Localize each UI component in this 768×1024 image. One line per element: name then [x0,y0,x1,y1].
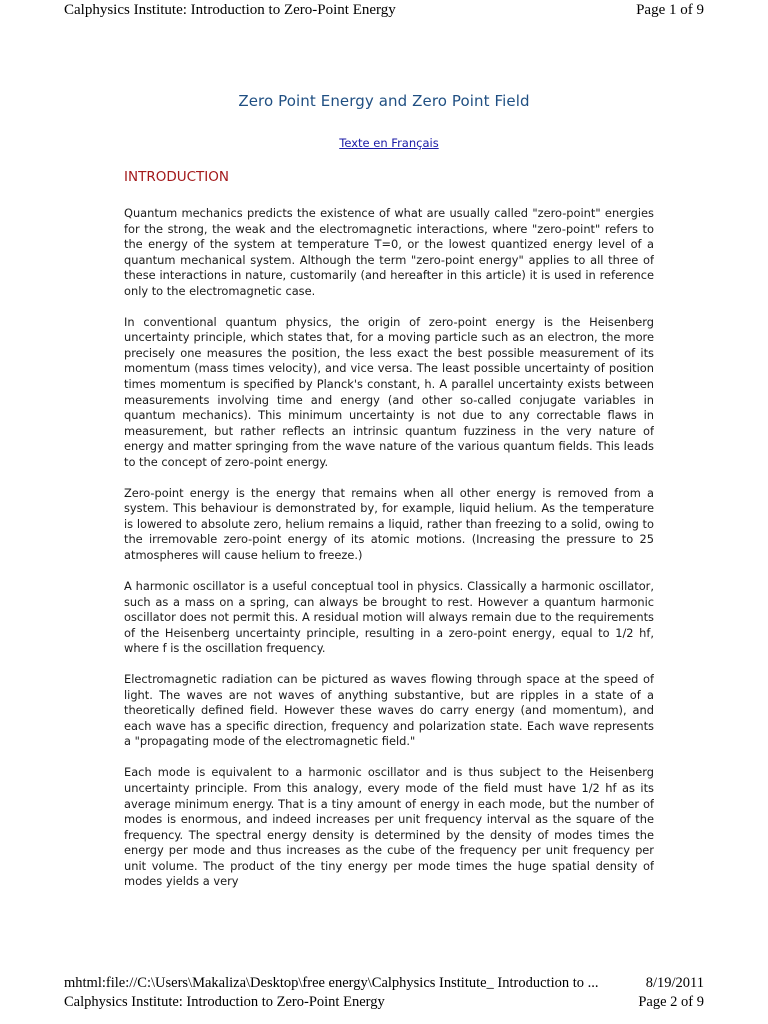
paragraph: A harmonic oscillator is a useful conceptual tool in physics. Classically a harmonic oscillator, such as a mass on a spring, can always be brought to rest. However a quantum harmonic oscillator does not permit this. A residual motion will always remain due to the requirements of the Heisenberg uncertainty principle, resulting in a zero-point energy, equal to 1/2 hf, where f is the oscillation frequency. [124,578,654,656]
footer-date: 8/19/2011 [645,975,704,991]
paragraph: Each mode is equivalent to a harmonic oscillator and is thus subject to the Heisenberg uncertainty principle. From this analogy, every mode of the field must have 1/2 hf as its average minimum energy. That is a tiny amount of energy in each mode, but the number of modes is enormous, and indeed increases per unit frequency interval as the square of the frequency. The spectral energy density is determined by the density of modes times the energy per mode and thus increases as the cube of the frequency per unit frequency per unit volume. The product of the tiny energy per mode times the huge spatial density of modes yields a very [124,765,654,889]
footer-file-path: mhtml:file://C:\Users\Makaliza\Desktop\free energy\Calphysics Institute_ Introduction to ... [64,975,599,991]
page-header-title: Calphysics Institute: Introduction to Zero-Point Energy [64,2,396,18]
next-page-number: Page 2 of 9 [638,994,704,1010]
paragraph: Quantum mechanics predicts the existence of what are usually called "zero-point" energies for the strong, the weak and the electromagnetic interactions, where "zero-point" refers to the energy of the system at temperature T=0, or the lowest quantized energy level of a quantum mechanical system. Although the term "zero-point energy" applies to all three of these interactions in nature, customarily (and hereafter in this article) it is used in reference only to the electromagnetic case. [124,206,654,298]
page-number: Page 1 of 9 [636,2,704,18]
french-text-link[interactable]: Texte en Français [339,136,439,150]
section-heading: INTRODUCTION [124,169,229,185]
article-title: Zero Point Energy and Zero Point Field [238,92,530,110]
next-page-header-title: Calphysics Institute: Introduction to Zero-Point Energy [64,994,385,1010]
article-body [124,206,654,902]
paragraph: Electromagnetic radiation can be pictured as waves flowing through space at the speed of light. The waves are not waves of anything substantive, but are ripples in a state of a theoretically defined field. However these waves do carry energy (and momentum), and each wave has a specific direction, frequency and polarization state. Each wave represents a "propagating mode of the electromagnetic field." [124,672,654,749]
paragraph: Zero-point energy is the energy that remains when all other energy is removed from a system. This behaviour is demonstrated by, for example, liquid helium. As the temperature is lowered to absolute zero, helium remains a liquid, rather than freezing to a solid, owing to the irremovable zero-point energy of its atomic motions. (Increasing the pressure to 25 atmospheres will cause helium to freeze.) [124,485,654,562]
paragraph: In conventional quantum physics, the origin of zero-point energy is the Heisenberg uncertainty principle, which states that, for a moving particle such as an electron, the more precisely one measures the position, the less exact the best possible measurement of its momentum (mass times velocity), and vice versa. The least possible uncertainty of position times momentum is specified by Planck's constant, h. A parallel uncertainty exists between measurements involving time and energy (and other so-called conjugate variables in quantum mechanics). This minimum uncertainty is not due to any correctable flaws in measurement, but rather reflects an intrinsic quantum fuzziness in the very nature of energy and matter springing from the wave nature of the various quantum fields. This leads to the concept of zero-point energy. [124,314,654,469]
